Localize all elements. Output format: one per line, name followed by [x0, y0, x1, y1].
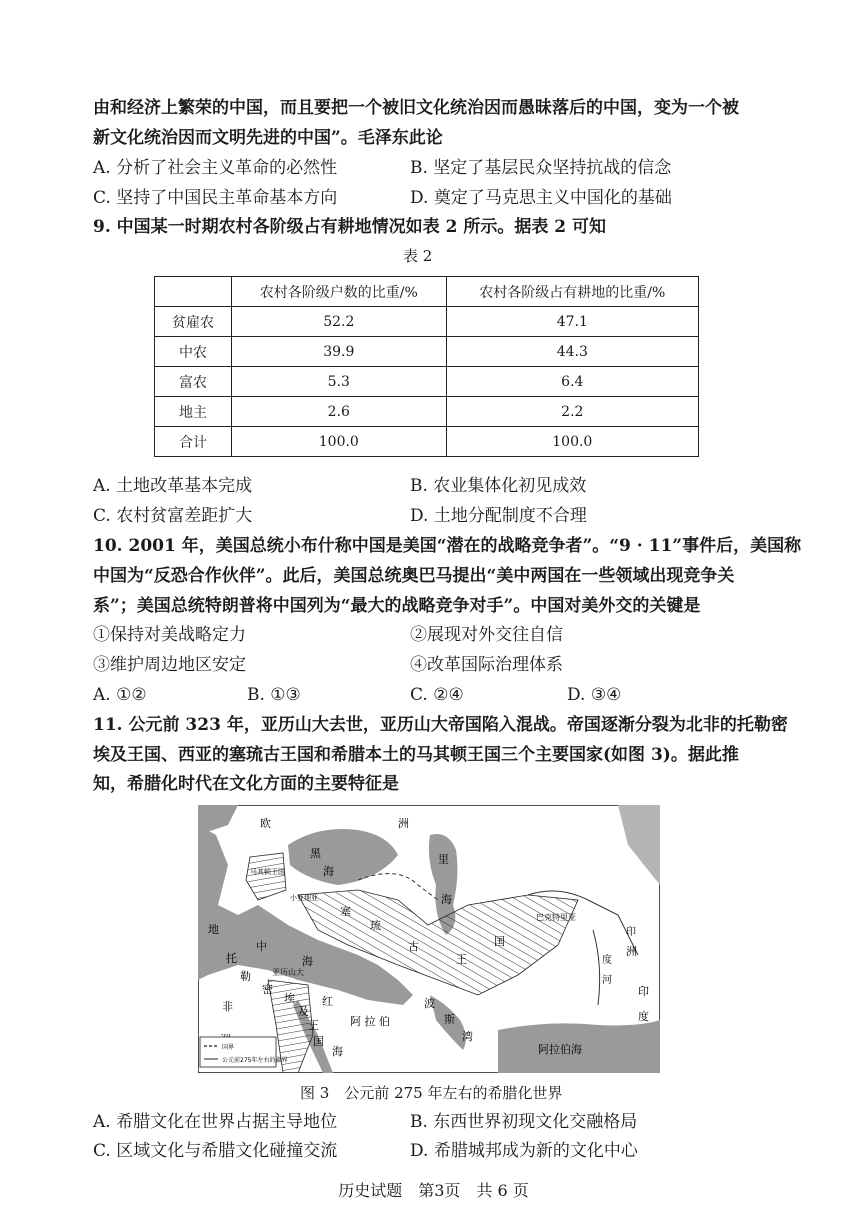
map-label-bactria: 巴克特里亚: [536, 913, 576, 922]
map-label-ptolemy-1: 托: [226, 952, 237, 965]
table-cell: 6.4: [446, 367, 698, 397]
map-label-seleucid-5: 国: [494, 935, 505, 948]
map-label-caspian-2: 海: [441, 893, 452, 906]
table-header-row: [155, 277, 699, 307]
table-header-cell: [155, 277, 232, 307]
map-label-black-sea-2: 海: [323, 865, 334, 878]
q10-item-1: ①保持对美战略定力: [93, 625, 246, 645]
q11-line-1: 11. 公元前 323 年，亚历山大去世，亚历山大帝国陷入混战。帝国逐渐分裂为北非的托勒密: [93, 715, 788, 735]
table-title: 表 2: [403, 247, 433, 265]
q10-line-1: 10. 2001 年，美国总统小布什称中国是美国“潜在的战略竞争者”。“9 · 11”事件后，美国称: [93, 536, 802, 556]
q8-option-c: C. 坚持了中国民主革命基本方向: [93, 188, 338, 208]
q11-option-d: D. 希腊城邦成为新的文化中心: [410, 1141, 638, 1161]
map-label-arabian-sea: 阿拉伯海: [538, 1043, 582, 1056]
map-label-red-sea-1: 红: [322, 995, 333, 1008]
table-cell: 地主: [155, 397, 232, 427]
q8-option-a: A. 分析了社会主义革命的必然性: [93, 158, 338, 178]
map-label-india-land-2: 度: [638, 1010, 649, 1023]
q11-line-3: 知，希腊化时代在文化方面的主要特征是: [93, 774, 399, 794]
q11-option-b: B. 东西世界初现文化交融格局: [410, 1112, 638, 1132]
table-cell: 贫雇农: [155, 307, 232, 337]
map-label-ptolemy-5: 及: [298, 1005, 309, 1018]
q8-option-b: B. 坚定了基层民众坚持抗战的信念: [410, 158, 672, 178]
page-footer: 历史试题 第3页 共 6 页: [338, 1181, 529, 1200]
q10-option-b: B. ①③: [247, 685, 301, 705]
q8-option-d: D. 奠定了马克思主义中国化的基础: [410, 188, 672, 208]
map-label-ptolemy-3: 密: [262, 983, 273, 996]
map-label-ptolemy-4: 埃: [284, 992, 295, 1005]
map-label-seleucid-4: 王: [456, 953, 467, 966]
map-label-india-2: 度: [602, 955, 612, 966]
hellenistic-world-map: [198, 805, 660, 1073]
map-label-med-2: 中: [256, 940, 267, 953]
q10-item-4: ④改革国际治理体系: [410, 655, 563, 675]
legend-label-1: 国界: [222, 1044, 235, 1051]
q10-option-d: D. ③④: [567, 685, 622, 705]
table-cell: 100.0: [232, 427, 447, 457]
q9-option-c: C. 农村贫富差距扩大: [93, 506, 253, 526]
table-cell: 合计: [155, 427, 232, 457]
map-label-ptolemy-6: 王: [308, 1019, 319, 1032]
q10-option-a: A. ①②: [93, 685, 147, 705]
table-header-cell: 农村各阶级占有耕地的比重/%: [446, 277, 698, 307]
table-cell: 52.2: [232, 307, 447, 337]
map-label-europe: 欧: [260, 817, 271, 830]
data-table: [154, 276, 699, 457]
map-label-africa-1: 非: [222, 1000, 233, 1013]
map-label-alexandria: 亚历山大: [272, 968, 304, 977]
q10-item-2: ②展现对外交往自信: [410, 625, 563, 645]
table-cell: 富农: [155, 367, 232, 397]
q9-option-a: A. 土地改革基本完成: [93, 476, 253, 496]
table-cell: 2.2: [446, 397, 698, 427]
table-row: [155, 307, 699, 337]
map-label-seleucid-3: 古: [408, 940, 419, 953]
table-cell: 2.6: [232, 397, 447, 427]
q8-line-1: 由和经济上繁荣的中国，而且要把一个被旧文化统治因而愚昧落后的中国，变为一个被: [93, 98, 739, 118]
map-label-seleucid-1: 塞: [340, 905, 351, 918]
map-label-black-sea-1: 黑: [310, 847, 321, 860]
q10-line-2: 中国为“反恐合作伙伴”。此后，美国总统奥巴马提出“美中两国在一些领域出现竞争关: [93, 566, 735, 586]
map-label-ptolemy-2: 勒: [240, 970, 251, 983]
q10-item-3: ③维护周边地区安定: [93, 655, 246, 675]
table-row: [155, 337, 699, 367]
q8-line-2: 新文化统治因而文明先进的中国”。毛泽东此论: [93, 128, 443, 148]
table-row: [155, 367, 699, 397]
table-cell: 44.3: [446, 337, 698, 367]
map-label-persia-1: 波: [424, 997, 435, 1010]
table-cell: 5.3: [232, 367, 447, 397]
table-header-cell: 农村各阶级户数的比重/%: [232, 277, 447, 307]
map-label-med-1: 地: [208, 923, 219, 936]
map-label-med-3: 海: [302, 955, 313, 968]
q9-stem: 9. 中国某一时期农村各阶级占有耕地情况如表 2 所示。据表 2 可知: [93, 217, 606, 237]
map-label-india-land-1: 印: [638, 985, 649, 998]
map-label-asia-minor: 小亚细亚: [290, 894, 318, 902]
q9-option-b: B. 农业集体化初见成效: [410, 476, 587, 496]
map-label-arabia: 阿 拉 伯: [350, 1015, 390, 1028]
q9-option-d: D. 土地分配制度不合理: [410, 506, 587, 526]
map-label-red-sea-2: 海: [332, 1045, 343, 1058]
map-label-india-3: 河: [602, 975, 612, 986]
legend-label-2: 公元前275年左右的疆界: [222, 1057, 288, 1064]
figure-caption: 图 3 公元前 275 年左右的希腊化世界: [300, 1084, 563, 1102]
map-label-india-land-3: 洲: [626, 945, 637, 958]
map-label-europe2: 洲: [398, 817, 409, 830]
table-cell: 中农: [155, 337, 232, 367]
q11-line-2: 埃及王国、西亚的塞琉古王国和希腊本土的马其顿王国三个主要国家(如图 3)。据此推: [93, 745, 739, 765]
q11-option-c: C. 区域文化与希腊文化碰撞交流: [93, 1141, 338, 1161]
map-label-persia-2: 斯: [444, 1013, 455, 1026]
q11-option-a: A. 希腊文化在世界占据主导地位: [93, 1112, 338, 1132]
table-cell: 39.9: [232, 337, 447, 367]
table-cell: 100.0: [446, 427, 698, 457]
table-row: [155, 397, 699, 427]
map-label-macedon: 马其顿王国: [250, 868, 285, 876]
map-label-caspian-1: 里: [438, 853, 449, 866]
table-cell: 47.1: [446, 307, 698, 337]
q10-line-3: 系”；美国总统特朗普将中国列为“最大的战略竞争对手”。中国对美外交的关键是: [93, 596, 701, 616]
map-label-seleucid-2: 琉: [370, 919, 381, 932]
map-label-ptolemy-7: 国: [313, 1035, 324, 1048]
map-label-persia-3: 湾: [462, 1030, 473, 1043]
q10-option-c: C. ②④: [410, 685, 464, 705]
table-row: [155, 427, 699, 457]
map-label-india-1: 印: [626, 927, 636, 938]
